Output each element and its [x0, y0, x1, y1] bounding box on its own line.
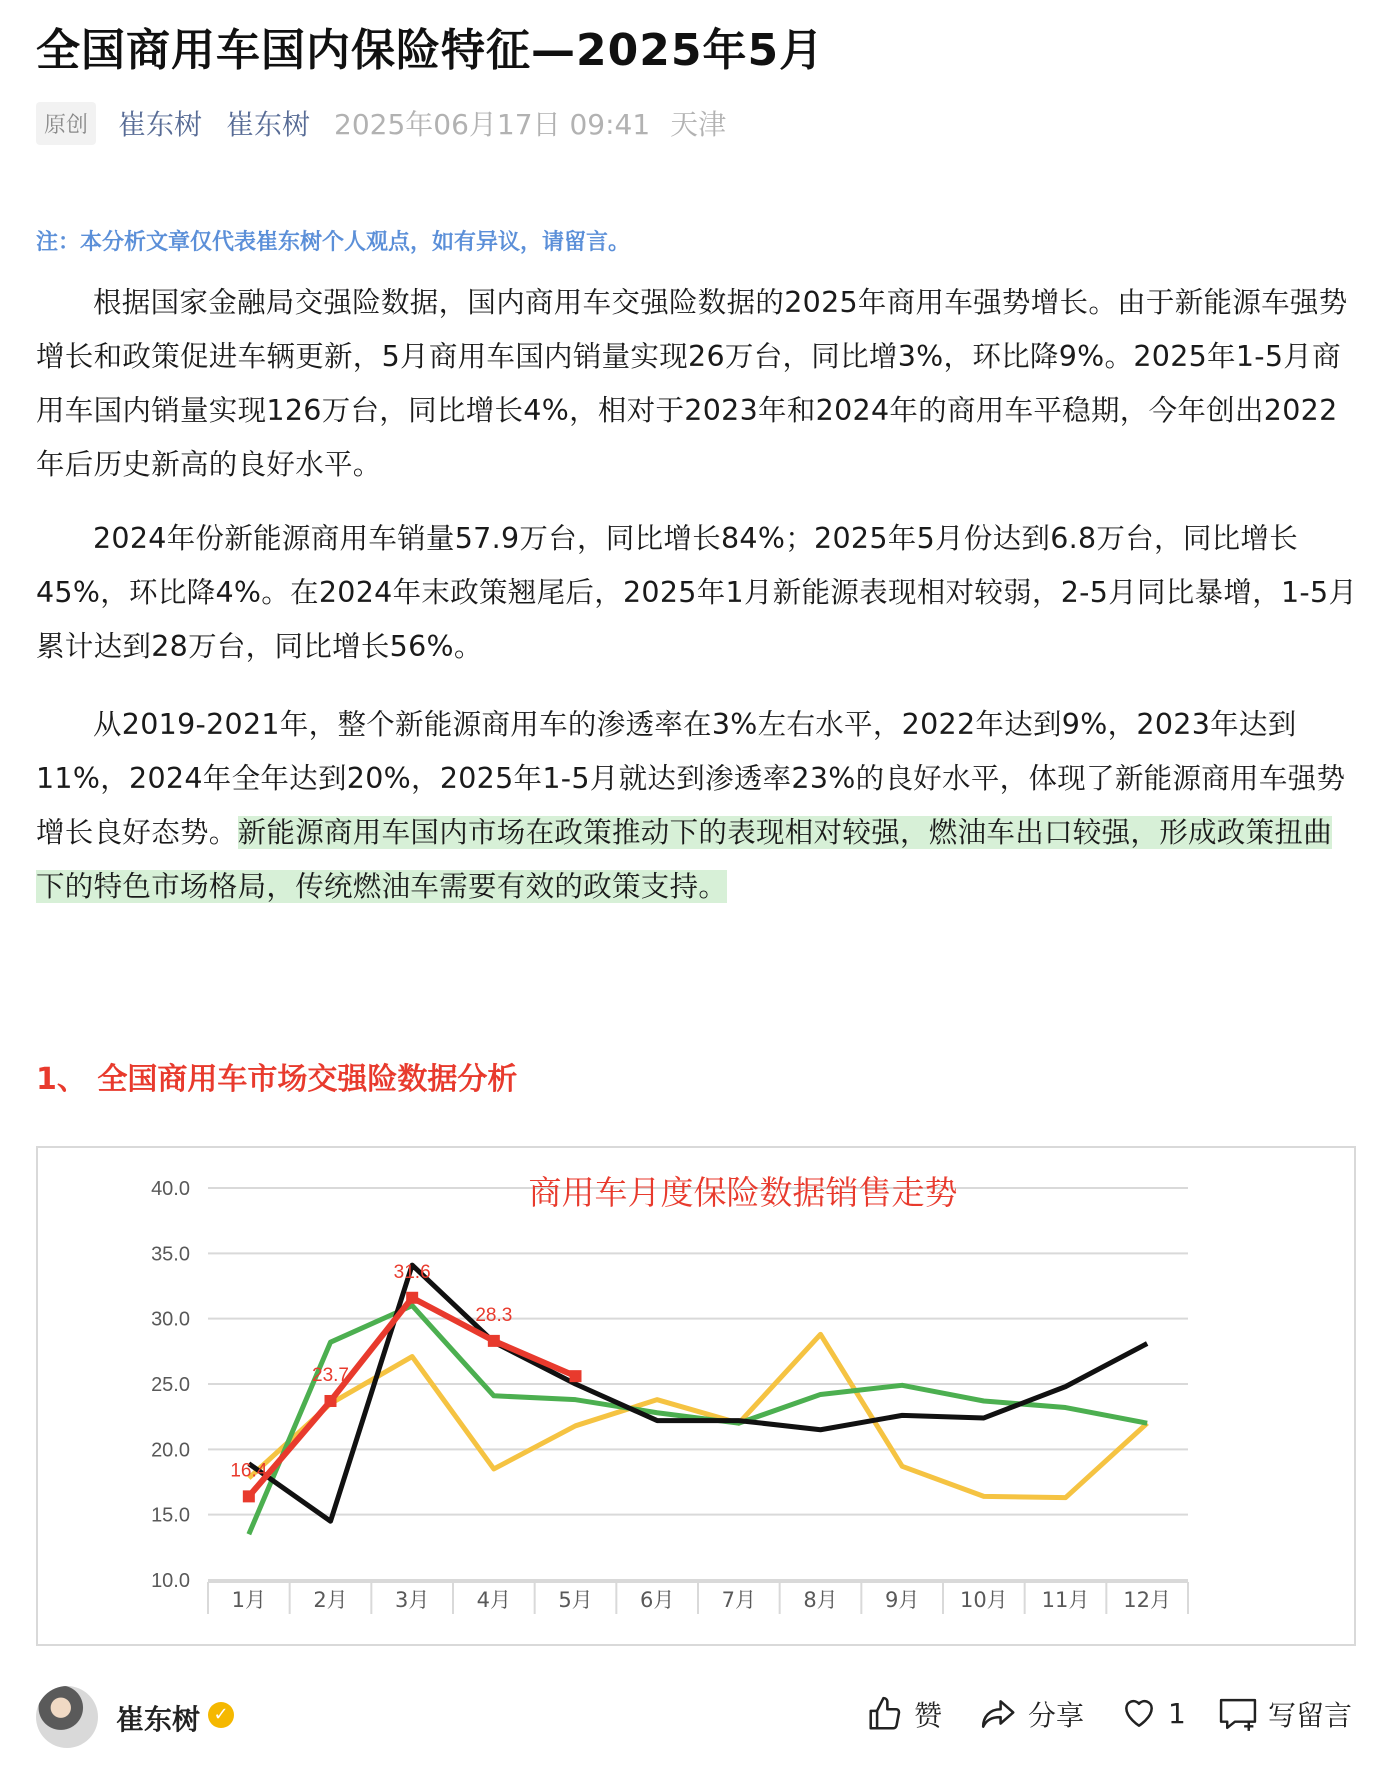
share-button[interactable] — [980, 1694, 1084, 1734]
highlighted-text: 新能源商用车国内市场在政策推动下的表现相对较强，燃油车出口较强，形成政策扭曲下的特色市场格局，传统燃油车需要有效的政策支持。 — [36, 816, 1333, 903]
paragraph-2: 2024年份新能源商用车销量57.9万台，同比增长84%；2025年5月份达到6.8万台，同比增长45%，环比降4%。在2024年末政策翘尾后，2025年1月新能源表现相对较弱，2-5月同比暴增，1-5月累计达到28万台，同比增长56%。 — [36, 522, 1358, 663]
publish-datetime: 2025年06月17日 09:41 — [334, 108, 651, 141]
publish-location: 天津 — [670, 108, 727, 141]
article-meta — [36, 104, 746, 142]
x-tick-label: 6月 — [639, 1588, 675, 1612]
data-point-marker — [325, 1395, 337, 1407]
favorite-count: 1 — [1168, 1696, 1186, 1730]
author-link[interactable]: 崔东树 — [118, 108, 203, 141]
thumbs-up-icon — [866, 1695, 904, 1733]
comment-button[interactable] — [1218, 1694, 1352, 1734]
author-note: 注：本分析文章仅代表崔东树个人观点，如有异议，请留言。 — [36, 229, 631, 255]
like-label: 赞 — [914, 1699, 943, 1732]
x-tick-label: 7月 — [721, 1588, 757, 1612]
data-point-marker — [243, 1490, 255, 1502]
original-badge: 原创 — [36, 102, 96, 145]
share-label: 分享 — [1028, 1699, 1085, 1732]
paragraph-1: 根据国家金融局交强险数据，国内商用车交强险数据的2025年商用车强势增长。由于新能源车强势增长和政策促进车辆更新，5月商用车国内销量实现26万台，同比增3%，环比降9%。2025年1-5月商用车国内销量实现126万台，同比增长4%，相对于2023年和2024年的商用车平稳期，今年创出2022年后历史新高的良好水平。 — [36, 286, 1348, 481]
favorite-button[interactable] — [1120, 1694, 1186, 1732]
data-point-marker — [570, 1370, 582, 1382]
account-link[interactable]: 崔东树 — [226, 108, 311, 141]
y-tick-label: 40.0 — [151, 1178, 190, 1200]
data-label: 31.6 — [393, 1261, 431, 1283]
x-tick-label: 10月 — [959, 1588, 1008, 1612]
x-tick-label: 4月 — [476, 1588, 512, 1612]
series-line — [249, 1265, 1147, 1521]
y-tick-label: 15.0 — [151, 1504, 190, 1527]
y-tick-label: 20.0 — [151, 1439, 190, 1462]
x-tick-label: 2月 — [313, 1588, 348, 1612]
y-tick-label: 35.0 — [151, 1243, 190, 1266]
page-title: 全国商用车国内保险特征—2025年5月 — [36, 25, 825, 76]
x-tick-label: 9月 — [884, 1588, 920, 1612]
heart-icon — [1120, 1694, 1158, 1732]
data-label: 23.7 — [312, 1364, 349, 1386]
data-label: 28.3 — [475, 1304, 513, 1326]
y-tick-label: 25.0 — [151, 1374, 190, 1396]
x-tick-label: 3月 — [394, 1588, 430, 1612]
paragraph-3 — [36, 698, 1358, 914]
comment-icon — [1218, 1695, 1258, 1733]
verified-badge-icon: ✓ — [208, 1702, 234, 1728]
x-tick-label: 8月 — [803, 1588, 838, 1612]
section-title: 1、 全国商用车市场交强险数据分析 — [36, 1062, 518, 1097]
y-tick-label: 30.0 — [151, 1308, 190, 1331]
x-tick-label: 12月 — [1123, 1588, 1172, 1612]
share-icon — [980, 1695, 1018, 1733]
footer-author-name[interactable]: 崔东树 — [116, 1703, 201, 1736]
x-tick-label: 1月 — [231, 1588, 267, 1612]
data-point-marker — [488, 1335, 500, 1347]
y-tick-label: 10.0 — [151, 1570, 190, 1592]
avatar[interactable] — [36, 1686, 98, 1748]
data-label: 16.4 — [230, 1460, 268, 1482]
bottom-action-bar — [0, 1668, 1394, 1766]
data-point-marker — [406, 1292, 418, 1304]
chart-title: 商用车月度保险数据销售走势 — [528, 1173, 958, 1212]
chart-container — [36, 1146, 1356, 1646]
x-tick-label: 5月 — [558, 1588, 593, 1612]
comment-label: 写留言 — [1268, 1699, 1353, 1732]
like-button[interactable] — [866, 1694, 942, 1734]
paragraph-3-text: 从2019-2021年，整个新能源商用车的渗透率在3%左右水平，2022年达到9%，2023年达到11%，2024年全年达到20%，2025年1-5月就达到渗透率23%的良好水平，体现了新能源商用车强势增长良好态势。 — [36, 708, 1346, 849]
line-chart — [38, 1148, 1354, 1644]
x-tick-label: 11月 — [1041, 1588, 1090, 1612]
